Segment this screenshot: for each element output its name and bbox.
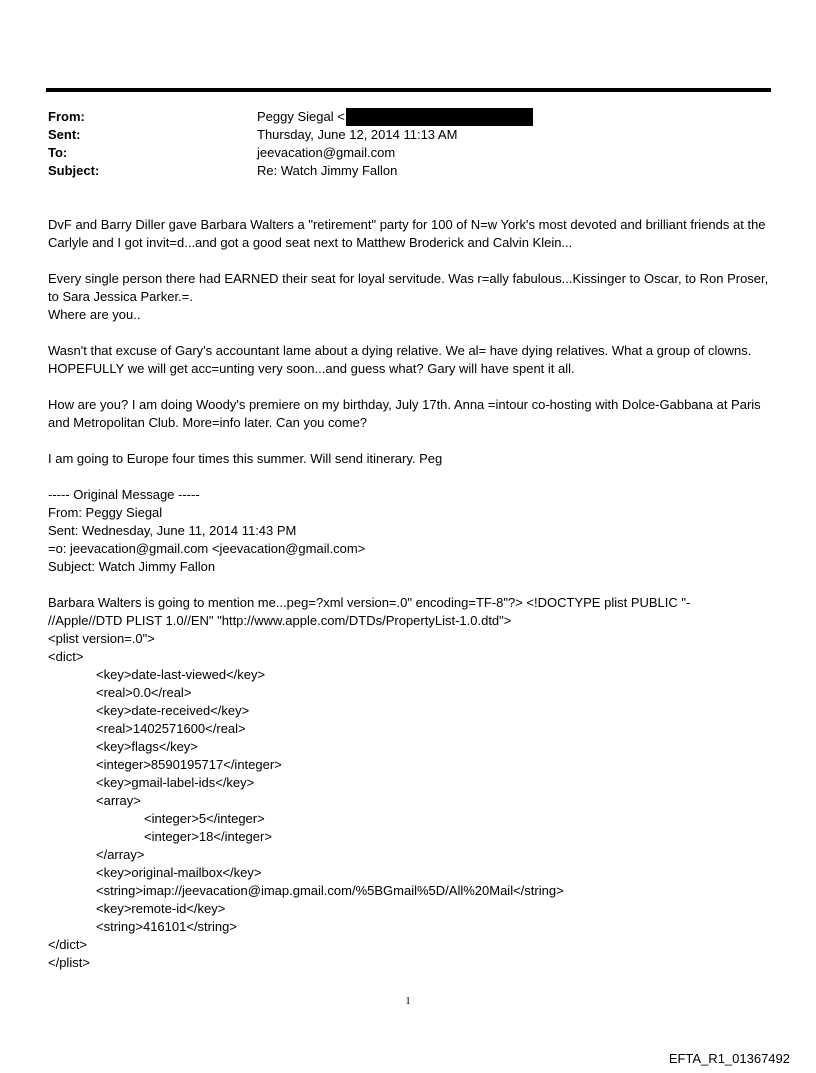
from-name: Peggy Siegal <: [257, 109, 345, 124]
plist-line: <integer>8590195717</integer>: [96, 757, 282, 772]
original-message: [48, 486, 778, 630]
sent-row: [48, 126, 748, 144]
page-number: 1: [405, 995, 411, 1007]
plist-line: </array>: [96, 847, 145, 862]
plist-line: <dict>: [48, 649, 84, 664]
from-label: From:: [48, 109, 85, 124]
from-value: [257, 108, 533, 126]
document-id: EFTA_R1_01367492: [668, 1051, 790, 1066]
plist-line: <key>gmail-label-ids</key>: [96, 775, 255, 790]
original-divider: ----- Original Message -----: [48, 487, 200, 502]
body-paragraph: I am going to Europe four times this summer. Will send itinerary. Peg: [48, 451, 443, 466]
plist-line: <string>imap://jeevacation@imap.gmail.com/%5BGmail%5D/All%20Mail</string>: [96, 883, 564, 898]
original-to: =o: jeevacation@gmail.com <jeevacation@gmail.com>: [48, 541, 366, 556]
plist-line: <integer>18</integer>: [144, 829, 272, 844]
original-from: From: Peggy Siegal: [48, 505, 163, 520]
plist-line: <key>date-received</key>: [96, 703, 250, 718]
subject-label: Subject:: [48, 163, 100, 178]
plist-line: <real>1402571600</real>: [96, 721, 246, 736]
email-body: [48, 216, 778, 630]
plist-line: <plist version=.0">: [48, 631, 155, 646]
email-header: [48, 108, 748, 180]
plist-line: <array>: [96, 793, 141, 808]
original-body-line: Barbara Walters is going to mention me...peg=?xml version=.0" encoding=TF-8"?> <!DOCTYPE plist PUBLIC "-: [48, 595, 691, 610]
original-subject: Subject: Watch Jimmy Fallon: [48, 559, 216, 574]
body-paragraph: Where are you..: [48, 307, 141, 322]
original-body-line: //Apple//DTD PLIST 1.0//EN" "http://www.apple.com/DTDs/PropertyList-1.0.dtd">: [48, 613, 512, 628]
plist-line: <string>416101</string>: [96, 919, 237, 934]
header-rule: [46, 88, 771, 92]
body-paragraph: Wasn't that excuse of Gary's accountant lame about a dying relative. We al= have dying relatives. What a group of clowns. HOPEFULLY we will get acc=unting very soon...and guess what? Gary will have spent it all.: [48, 343, 752, 376]
plist-line: <key>original-mailbox</key>: [96, 865, 262, 880]
plist-block: [48, 630, 564, 972]
plist-line: <key>flags</key>: [96, 739, 198, 754]
body-paragraph: How are you? I am doing Woody's premiere on my birthday, July 17th. Anna =intour co-hosting with Dolce-Gabbana at Paris and Metropolitan Club. More=info later. Can you come?: [48, 397, 761, 430]
plist-line: <key>remote-id</key>: [96, 901, 226, 916]
original-sent: Sent: Wednesday, June 11, 2014 11:43 PM: [48, 523, 297, 538]
plist-line: </plist>: [48, 955, 90, 970]
body-paragraph: Every single person there had EARNED their seat for loyal servitude. Was r=ally fabulous...Kissinger to Oscar, to Ron Proser, to Sara Jessica Parker.=.: [48, 271, 769, 304]
plist-line: <real>0.0</real>: [96, 685, 192, 700]
plist-line: <key>date-last-viewed</key>: [96, 667, 266, 682]
to-row: [48, 144, 748, 162]
sent-value: Thursday, June 12, 2014 11:13 AM: [257, 127, 458, 142]
spacer: [48, 576, 778, 594]
to-value: jeevacation@gmail.com: [257, 145, 396, 160]
plist-line: <integer>5</integer>: [144, 811, 265, 826]
sent-label: Sent:: [48, 127, 81, 142]
redaction-box: [346, 108, 533, 126]
from-row: [48, 108, 748, 126]
to-label: To:: [48, 145, 68, 160]
subject-value: Re: Watch Jimmy Fallon: [257, 163, 398, 178]
subject-row: [48, 162, 748, 180]
body-paragraph: DvF and Barry Diller gave Barbara Walters a "retirement" party for 100 of N=w York's most devoted and brilliant friends at the Carlyle and I got invit=d...and got a good seat next to Matthew Broderick and Calvin Klein...: [48, 217, 766, 250]
plist-line: </dict>: [48, 937, 88, 952]
